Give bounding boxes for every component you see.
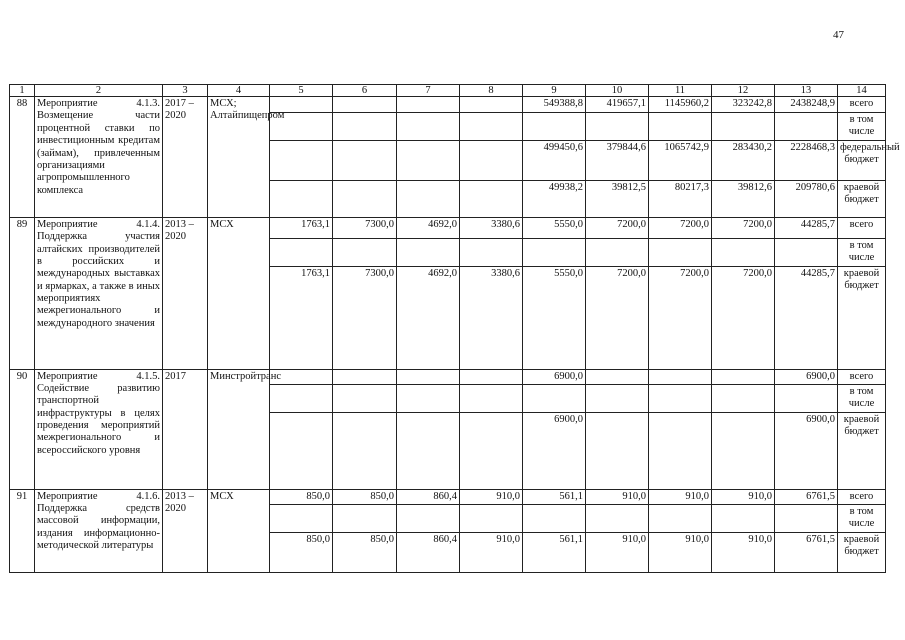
amount-cell: 6900,0	[775, 369, 838, 384]
amount-cell: 379844,6	[586, 140, 649, 180]
funding-source: в том числе	[838, 505, 886, 533]
amount-cell: 7300,0	[333, 217, 397, 238]
amount-cell	[270, 412, 333, 489]
amount-cell	[712, 369, 775, 384]
amount-cell: 1145960,2	[649, 97, 712, 113]
measure-number: 89	[10, 217, 35, 369]
implementation-years: 2017	[163, 369, 208, 489]
amount-cell	[712, 505, 775, 533]
amount-cell	[649, 113, 712, 141]
amount-cell: 6761,5	[775, 532, 838, 572]
column-number: 8	[460, 85, 523, 97]
amount-cell	[586, 384, 649, 412]
amount-cell	[333, 180, 397, 217]
column-number: 5	[270, 85, 333, 97]
column-number: 7	[397, 85, 460, 97]
amount-cell: 6900,0	[523, 412, 586, 489]
column-number: 14	[838, 85, 886, 97]
measure-description: Мероприятие 4.1.5. Содействие развитию транспортной инфраструктуры в целях проведения мероприятий межрегионального и всероссийского уровня	[35, 369, 163, 489]
amount-cell	[586, 113, 649, 141]
amount-cell: 860,4	[397, 489, 460, 504]
funding-source: всего	[838, 217, 886, 238]
amount-cell	[333, 113, 397, 141]
amount-cell	[460, 412, 523, 489]
amount-cell: 2438248,9	[775, 97, 838, 113]
amount-cell: 850,0	[333, 532, 397, 572]
implementation-years: 2013 – 2020	[163, 217, 208, 369]
amount-cell: 910,0	[712, 532, 775, 572]
column-number-row	[10, 85, 886, 97]
amount-cell: 850,0	[270, 489, 333, 504]
table-row	[10, 369, 886, 384]
amount-cell	[333, 505, 397, 533]
amount-cell	[649, 384, 712, 412]
amount-cell	[397, 369, 460, 384]
amount-cell: 561,1	[523, 532, 586, 572]
amount-cell: 561,1	[523, 489, 586, 504]
amount-cell: 910,0	[586, 532, 649, 572]
amount-cell	[775, 505, 838, 533]
column-number: 10	[586, 85, 649, 97]
amount-cell	[270, 384, 333, 412]
amount-cell	[270, 140, 333, 180]
amount-cell	[712, 412, 775, 489]
amount-cell	[712, 384, 775, 412]
amount-cell: 7200,0	[649, 217, 712, 238]
amount-cell	[333, 412, 397, 489]
amount-cell: 44285,7	[775, 217, 838, 238]
amount-cell	[270, 238, 333, 266]
column-number: 11	[649, 85, 712, 97]
funding-source: краевой бюджет	[838, 532, 886, 572]
amount-cell: 7200,0	[586, 266, 649, 369]
amount-cell	[333, 97, 397, 113]
implementation-years: 2017 – 2020	[163, 97, 208, 218]
amount-cell	[397, 113, 460, 141]
amount-cell: 910,0	[460, 532, 523, 572]
column-number: 4	[208, 85, 270, 97]
amount-cell: 910,0	[649, 532, 712, 572]
funding-source: всего	[838, 97, 886, 113]
amount-cell: 7200,0	[712, 217, 775, 238]
amount-cell	[460, 505, 523, 533]
amount-cell: 283430,2	[712, 140, 775, 180]
measure-description: Мероприятие 4.1.6. Поддержка средств массовой информации, издания информационно-методической литературы	[35, 489, 163, 572]
amount-cell	[333, 369, 397, 384]
measure-description: Мероприятие 4.1.4. Поддержка участия алтайских производителей в российских и международных выставках и ярмарках, а также в иных мероприятиях межрегионального и международного значения	[35, 217, 163, 369]
amount-cell: 860,4	[397, 532, 460, 572]
amount-cell	[460, 384, 523, 412]
amount-cell	[523, 384, 586, 412]
page-number: 47	[833, 29, 844, 41]
amount-cell: 1763,1	[270, 266, 333, 369]
amount-cell: 549388,8	[523, 97, 586, 113]
column-number: 6	[333, 85, 397, 97]
amount-cell: 3380,6	[460, 266, 523, 369]
amount-cell	[649, 238, 712, 266]
column-number: 1	[10, 85, 35, 97]
amount-cell	[586, 505, 649, 533]
funding-source: в том числе	[838, 238, 886, 266]
amount-cell: 7200,0	[712, 266, 775, 369]
funding-source: в том числе	[838, 113, 886, 141]
measure-number: 88	[10, 97, 35, 218]
implementation-years: 2013 – 2020	[163, 489, 208, 572]
measure-description: Мероприятие 4.1.3. Возмещение части процентной ставки по инвестиционным кредитам (займам), привлеченным организациями агропромышленного комплекса	[35, 97, 163, 218]
amount-cell: 6900,0	[775, 412, 838, 489]
amount-cell	[270, 180, 333, 217]
amount-cell: 910,0	[712, 489, 775, 504]
amount-cell	[712, 113, 775, 141]
amount-cell	[460, 180, 523, 217]
amount-cell	[397, 412, 460, 489]
table-row	[10, 217, 886, 238]
column-number: 2	[35, 85, 163, 97]
amount-cell	[397, 238, 460, 266]
amount-cell: 4692,0	[397, 217, 460, 238]
amount-cell: 419657,1	[586, 97, 649, 113]
funding-source: краевой бюджет	[838, 180, 886, 217]
measure-number: 90	[10, 369, 35, 489]
amount-cell: 1763,1	[270, 217, 333, 238]
amount-cell	[333, 238, 397, 266]
column-number: 9	[523, 85, 586, 97]
table-row	[10, 489, 886, 504]
amount-cell	[649, 412, 712, 489]
amount-cell	[523, 113, 586, 141]
amount-cell: 7200,0	[649, 266, 712, 369]
funding-source: всего	[838, 489, 886, 504]
amount-cell	[397, 505, 460, 533]
amount-cell: 6900,0	[523, 369, 586, 384]
amount-cell	[460, 140, 523, 180]
amount-cell	[333, 140, 397, 180]
amount-cell	[649, 369, 712, 384]
funding-source: краевой бюджет	[838, 412, 886, 489]
amount-cell: 5550,0	[523, 266, 586, 369]
funding-source: всего	[838, 369, 886, 384]
amount-cell: 209780,6	[775, 180, 838, 217]
amount-cell: 910,0	[460, 489, 523, 504]
amount-cell: 39812,5	[586, 180, 649, 217]
amount-cell	[649, 505, 712, 533]
amount-cell	[397, 384, 460, 412]
responsible-executor: МСХ; Алтайпищепром	[208, 97, 270, 218]
amount-cell	[523, 238, 586, 266]
amount-cell	[460, 97, 523, 113]
amount-cell	[712, 238, 775, 266]
responsible-executor: МСХ	[208, 217, 270, 369]
column-number: 12	[712, 85, 775, 97]
amount-cell	[397, 97, 460, 113]
amount-cell	[586, 369, 649, 384]
amount-cell: 2228468,3	[775, 140, 838, 180]
responsible-executor: МСХ	[208, 489, 270, 572]
amount-cell: 4692,0	[397, 266, 460, 369]
amount-cell: 323242,8	[712, 97, 775, 113]
amount-cell	[775, 113, 838, 141]
amount-cell: 80217,3	[649, 180, 712, 217]
amount-cell: 5550,0	[523, 217, 586, 238]
column-number: 3	[163, 85, 208, 97]
amount-cell	[333, 384, 397, 412]
amount-cell: 850,0	[270, 532, 333, 572]
amount-cell: 44285,7	[775, 266, 838, 369]
amount-cell: 910,0	[586, 489, 649, 504]
amount-cell	[397, 180, 460, 217]
funding-source: краевой бюджет	[838, 266, 886, 369]
amount-cell	[397, 140, 460, 180]
amount-cell	[460, 113, 523, 141]
amount-cell: 850,0	[333, 489, 397, 504]
amount-cell: 7300,0	[333, 266, 397, 369]
amount-cell: 1065742,9	[649, 140, 712, 180]
amount-cell: 7200,0	[586, 217, 649, 238]
amount-cell	[586, 412, 649, 489]
amount-cell	[775, 384, 838, 412]
table-row	[10, 97, 886, 113]
amount-cell: 39812,6	[712, 180, 775, 217]
measure-number: 91	[10, 489, 35, 572]
responsible-executor: Минстройтранс	[208, 369, 270, 489]
amount-cell	[460, 238, 523, 266]
amount-cell	[586, 238, 649, 266]
amount-cell: 910,0	[649, 489, 712, 504]
amount-cell	[460, 369, 523, 384]
amount-cell	[523, 505, 586, 533]
amount-cell	[270, 505, 333, 533]
column-number: 13	[775, 85, 838, 97]
amount-cell: 49938,2	[523, 180, 586, 217]
funding-source: в том числе	[838, 384, 886, 412]
amount-cell: 499450,6	[523, 140, 586, 180]
funding-source: федеральный бюджет	[838, 140, 886, 180]
amount-cell	[775, 238, 838, 266]
program-measures-table	[9, 84, 900, 573]
amount-cell: 3380,6	[460, 217, 523, 238]
amount-cell: 6761,5	[775, 489, 838, 504]
